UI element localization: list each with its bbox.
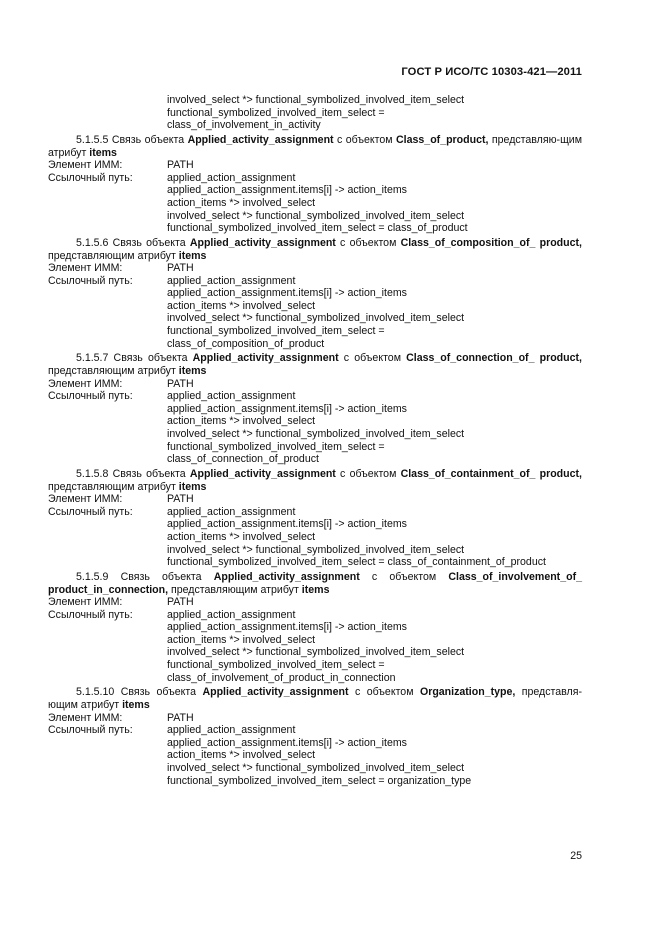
text: Связь объекта <box>120 570 214 583</box>
element-value: PATH <box>167 711 194 724</box>
path-line: involved_select *> functional_symbolized_involved_item_select <box>167 646 465 659</box>
section-heading <box>48 237 582 262</box>
path-line: involved_select *> functional_symbolized_involved_item_select <box>167 312 465 325</box>
target-entity-name: Organization_type, <box>419 686 516 699</box>
element-row <box>48 712 582 725</box>
entity-name: Applied_activity_assignment <box>187 133 334 146</box>
section-number: 5.1.5.8 <box>76 467 109 480</box>
path-line: action_items *> involved_select <box>167 196 316 209</box>
text: представляющим атрибут <box>48 480 179 493</box>
attribute-name: items <box>178 480 207 493</box>
path-line: functional_symbolized_involved_item_select = <box>167 325 385 338</box>
text: представляющим атрибут <box>48 249 179 262</box>
text: с объектом <box>335 467 401 480</box>
path-line: class_of_involvement_of_product_in_connection <box>167 671 396 684</box>
section <box>48 571 582 684</box>
page-content <box>48 94 582 787</box>
section <box>48 468 582 569</box>
path-label: Ссылочный путь: <box>48 608 133 621</box>
path-label: Ссылочный путь: <box>48 390 133 403</box>
path-line: functional_symbolized_involved_item_select = class_of_product <box>167 222 468 235</box>
continuation-line: functional_symbolized_involved_item_select = <box>167 106 385 119</box>
section-heading <box>48 352 582 377</box>
path-line: functional_symbolized_involved_item_select = class_of_containment_of_product <box>167 556 546 569</box>
section <box>48 686 582 787</box>
section-heading <box>48 571 582 596</box>
attribute-name: items <box>89 146 117 159</box>
text: с объектом <box>335 236 401 249</box>
element-value: PATH <box>167 493 194 506</box>
element-label: Элемент ИММ: <box>48 493 123 506</box>
path-line: involved_select *> functional_symbolized_involved_item_select <box>167 762 465 774</box>
continuation-line: class_of_involvement_in_activity <box>167 119 321 132</box>
element-label: Элемент ИММ: <box>48 377 123 390</box>
section <box>48 134 582 235</box>
document-header: ГОСТ Р ИСО/ТС 10303-421—2011 <box>401 66 582 78</box>
attribute-name: items <box>178 365 207 378</box>
path-lines <box>167 621 582 684</box>
sections-container <box>48 134 582 787</box>
path-line: applied_action_assignment.items[i] -> action_items <box>167 736 407 749</box>
entity-name: Applied_activity_assignment <box>192 352 339 365</box>
element-label: Элемент ИММ: <box>48 262 123 275</box>
path-line: applied_action_assignment <box>167 724 296 737</box>
element-row <box>48 159 582 172</box>
path-line: applied_action_assignment <box>167 390 296 403</box>
path-line: applied_action_assignment <box>167 608 296 621</box>
element-label: Элемент ИММ: <box>48 711 123 724</box>
element-row <box>48 493 582 506</box>
text: с объектом <box>338 352 407 365</box>
section-heading <box>48 134 582 159</box>
text: представляю-щим атрибут <box>48 133 582 159</box>
element-value: PATH <box>167 262 194 275</box>
continuation-block <box>167 94 582 132</box>
path-line: applied_action_assignment.items[i] -> action_items <box>167 518 407 531</box>
target-entity-name: Class_of_product, <box>396 133 489 146</box>
path-line: applied_action_assignment <box>167 274 296 287</box>
path-row <box>48 609 582 622</box>
element-row <box>48 596 582 609</box>
path-line: action_items *> involved_select <box>167 299 316 312</box>
path-row <box>48 506 582 519</box>
path-row <box>48 390 582 403</box>
element-value: PATH <box>167 377 194 390</box>
path-line: applied_action_assignment.items[i] -> action_items <box>167 621 407 634</box>
path-row <box>48 275 582 288</box>
text: с объектом <box>333 133 397 146</box>
entity-name: Applied_activity_assignment <box>189 236 336 249</box>
element-row <box>48 378 582 391</box>
path-label: Ссылочный путь: <box>48 274 133 287</box>
text: Связь объекта <box>113 352 193 365</box>
text: Связь объекта <box>120 686 203 699</box>
path-line: class_of_composition_of_product <box>167 337 325 350</box>
text: с объектом <box>348 686 420 699</box>
path-line: action_items *> involved_select <box>167 530 316 543</box>
section-heading <box>48 468 582 493</box>
path-line: functional_symbolized_involved_item_select = <box>167 440 385 453</box>
element-label: Элемент ИММ: <box>48 596 123 609</box>
section <box>48 352 582 465</box>
path-line: involved_select *> functional_symbolized_involved_item_select <box>167 543 465 556</box>
path-line: applied_action_assignment <box>167 171 296 184</box>
text: представляющим атрибут <box>168 583 302 596</box>
path-line: applied_action_assignment.items[i] -> action_items <box>167 287 407 300</box>
path-lines <box>167 184 582 234</box>
path-lines <box>167 287 582 350</box>
text: с объектом <box>359 570 449 583</box>
path-label: Ссылочный путь: <box>48 505 133 518</box>
element-value: PATH <box>167 159 194 172</box>
section <box>48 237 582 350</box>
target-entity-name: Class_of_involvement_of_ product_in_connection, <box>48 570 582 596</box>
entity-name: Applied_activity_assignment <box>213 570 360 583</box>
entity-name: Applied_activity_assignment <box>202 686 349 699</box>
attribute-name: items <box>301 583 330 596</box>
section-number: 5.1.5.7 <box>76 352 109 365</box>
entity-name: Applied_activity_assignment <box>189 467 336 480</box>
path-lines <box>167 737 582 787</box>
target-entity-name: Class_of_containment_of_ product, <box>400 467 582 480</box>
path-line: class_of_connection_of_product <box>167 453 319 466</box>
path-line: action_items *> involved_select <box>167 749 316 762</box>
attribute-name: items <box>178 249 207 262</box>
path-label: Ссылочный путь: <box>48 171 133 184</box>
path-row <box>48 172 582 185</box>
text: Связь объекта <box>112 467 190 480</box>
text: Связь объекта <box>111 133 188 146</box>
section-number: 5.1.5.5 <box>76 133 109 146</box>
page-number: 25 <box>570 850 582 862</box>
element-row <box>48 262 582 275</box>
target-entity-name: Class_of_composition_of_ product, <box>400 236 582 249</box>
path-row <box>48 724 582 737</box>
section-number: 5.1.5.10 <box>76 686 115 699</box>
text: Связь объекта <box>112 236 190 249</box>
path-label: Ссылочный путь: <box>48 724 133 737</box>
section-number: 5.1.5.6 <box>76 236 109 249</box>
path-line: action_items *> involved_select <box>167 415 316 428</box>
element-value: PATH <box>167 596 194 609</box>
text: представляющим атрибут <box>48 365 179 378</box>
path-lines <box>167 403 582 466</box>
path-line: involved_select *> functional_symbolized_involved_item_select <box>167 428 465 440</box>
target-entity-name: Class_of_connection_of_ product, <box>406 352 582 365</box>
continuation-line: involved_select *> functional_symbolized_involved_item_select <box>167 94 465 106</box>
path-line: functional_symbolized_involved_item_select = organization_type <box>167 774 472 787</box>
path-line: applied_action_assignment.items[i] -> action_items <box>167 184 407 197</box>
path-line: involved_select *> functional_symbolized_involved_item_select <box>167 209 465 222</box>
section-heading <box>48 686 582 711</box>
element-label: Элемент ИММ: <box>48 159 123 172</box>
section-number: 5.1.5.9 <box>76 570 109 583</box>
path-line: functional_symbolized_involved_item_select = <box>167 659 385 672</box>
attribute-name: items <box>122 699 150 712</box>
path-line: action_items *> involved_select <box>167 633 316 646</box>
text: представля-ющим атрибут <box>48 686 582 712</box>
path-line: applied_action_assignment.items[i] -> action_items <box>167 402 407 415</box>
path-lines <box>167 518 582 568</box>
path-line: applied_action_assignment <box>167 505 296 518</box>
